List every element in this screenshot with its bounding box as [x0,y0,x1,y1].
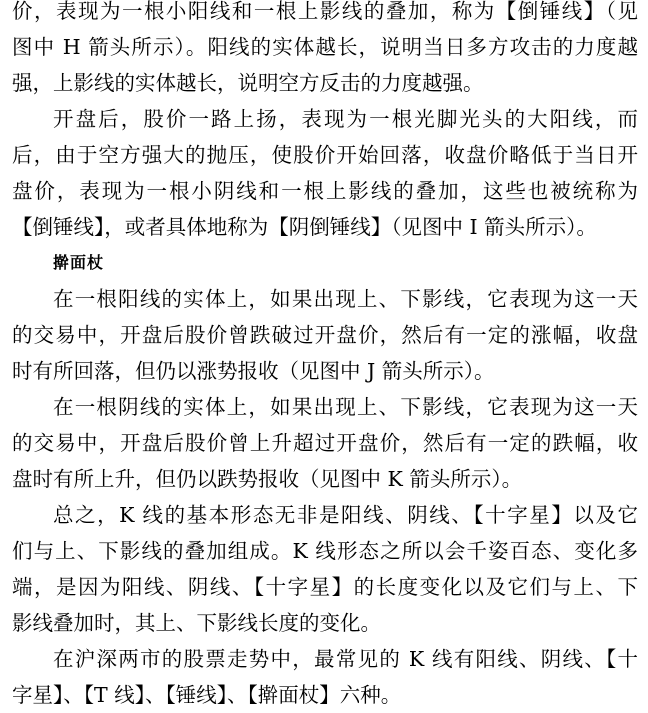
text-line: 强，上影线的实体越长，说明空方反击的力度越强。 [12,71,484,95]
text-line: 的交易中，开盘后股价曾上升超过开盘价，然后有一定的跌幅，收 [12,431,638,455]
text-line: 的交易中，开盘后股价曾跌破过开盘价，然后有一定的涨幅，收盘 [12,323,638,347]
text-line: 字星】、【T 线】、【锤线】、【擀面杖】六种。 [12,683,402,707]
text-line: 图中 H 箭头所示）。阳线的实体越长，说明当日多方攻击的力度越 [12,35,638,59]
text-line: 价，表现为一根小阳线和一根上影线的叠加，称为【倒锤线】（见 [12,0,638,23]
text-line: 后，由于空方强大的抛压，使股价开始回落，收盘价略低于当日开 [12,143,638,167]
text-line: 在一根阴线的实体上，如果出现上、下影线，它表现为这一天 [53,395,638,419]
text-line: 总之，K 线的基本形态无非是阳线、阴线、【十字星】以及它 [53,503,638,527]
text-line: 影线叠加时，其上、下影线长度的变化。 [12,611,381,635]
text-line: 在沪深两市的股票走势中，最常见的 K 线有阳线、阴线、【十 [53,647,638,671]
section-heading: 擀面杖 [53,253,105,272]
text-line: 【倒锤线】，或者具体地称为【阴倒锤线】（见图中 I 箭头所示）。 [12,215,597,239]
text-line: 盘时有所上升，但仍以跌势报收（见图中 K 箭头所示）。 [12,467,523,491]
text-line: 开盘后，股价一路上扬，表现为一根光脚光头的大阳线，而 [53,107,638,131]
text-line: 们与上、下影线的叠加组成。K 线形态之所以会千姿百态、变化多 [12,539,638,563]
text-line: 端，是因为阳线、阴线、【十字星】的长度变化以及它们与上、下 [12,575,638,599]
text-line: 时有所回落，但仍以涨势报收（见图中 J 箭头所示）。 [12,359,495,383]
text-line: 在一根阳线的实体上，如果出现上、下影线，它表现为这一天 [53,287,638,311]
text-line: 盘价，表现为一根小阴线和一根上影线的叠加，这些也被统称为 [12,179,638,203]
